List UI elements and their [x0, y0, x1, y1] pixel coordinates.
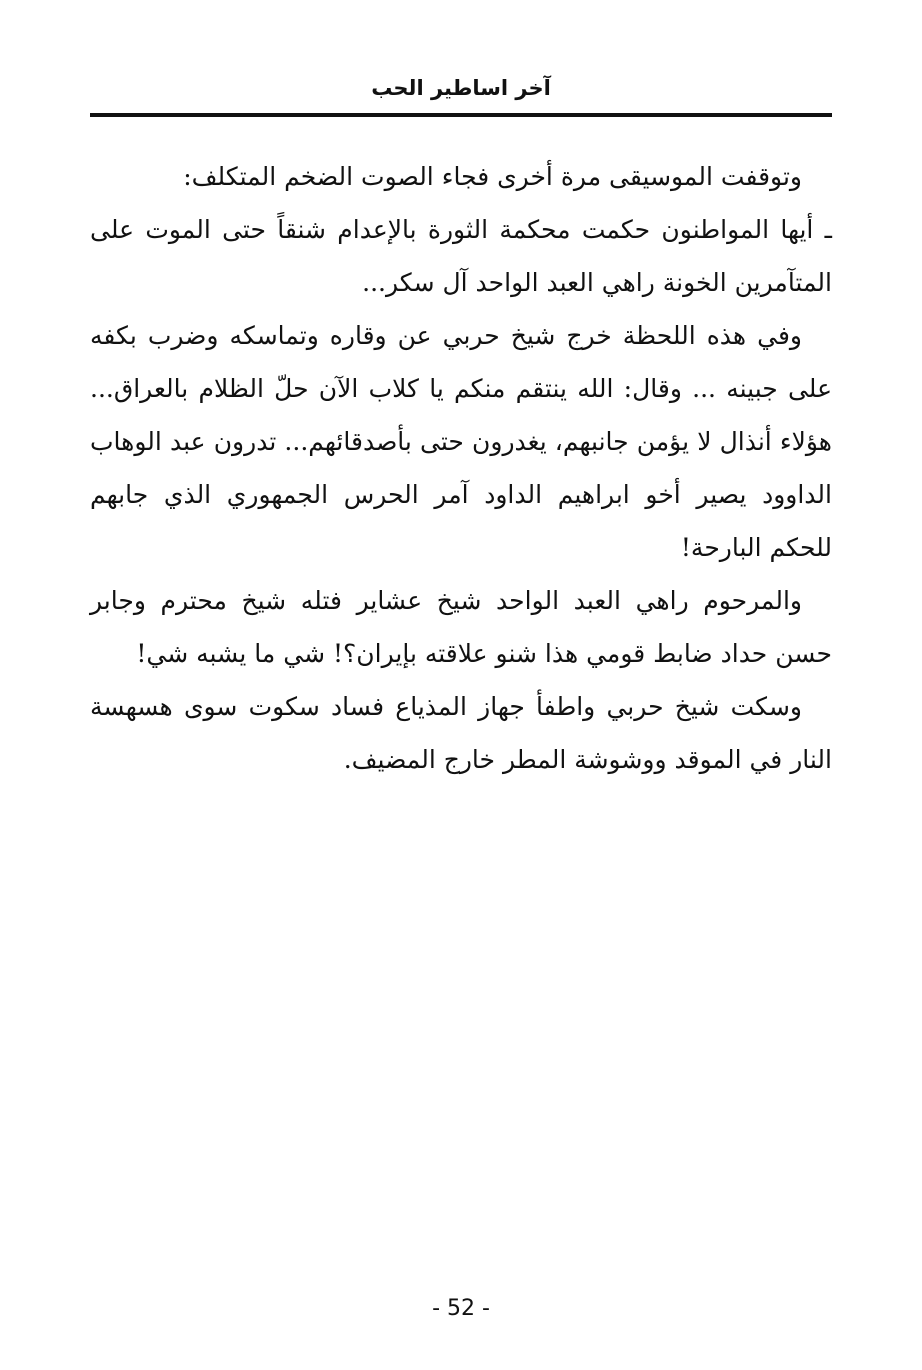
header-divider [90, 113, 832, 117]
body-text [90, 150, 832, 786]
paragraph-3: وفي هذه اللحظة خرج شيخ حربي عن وقاره وتماسكه وضرب بكفه على جبينه ... وقال: الله ينتقم منكم يا كلاب الآن حلّ الظلام بالعراق... هؤلاء أنذال لا يؤمن جانبهم، يغدرون حتى بأصدقائهم... تدرون عبد الوهاب الداوود يصير أخو ابراهيم الداود آمر الحرس الجمهوري الذي جابهم للحكم البارحة! [90, 321, 832, 562]
running-header-title: آخر اساطير الحب [371, 76, 551, 100]
paragraph-4: والمرحوم راهي العبد الواحد شيخ عشاير فتله شيخ محترم وجابر حسن حداد ضابط قومي هذا شنو علاقته بإيران؟! شي ما يشبه شي! [90, 586, 832, 668]
paragraph-5: وسكت شيخ حربي واطفأ جهاز المذياع فساد سكوت سوى هسهسة النار في الموقد ووشوشة المطر خارج المضيف. [90, 692, 832, 774]
page-number: - 52 - [432, 1296, 490, 1321]
paragraph-2: ـ أيها المواطنون حكمت محكمة الثورة بالإعدام شنقاً حتى الموت على المتآمرين الخونة راهي العبد الواحد آل سكر... [90, 215, 832, 297]
paragraph-1: وتوقفت الموسيقى مرة أخرى فجاء الصوت الضخم المتكلف: [183, 162, 802, 191]
